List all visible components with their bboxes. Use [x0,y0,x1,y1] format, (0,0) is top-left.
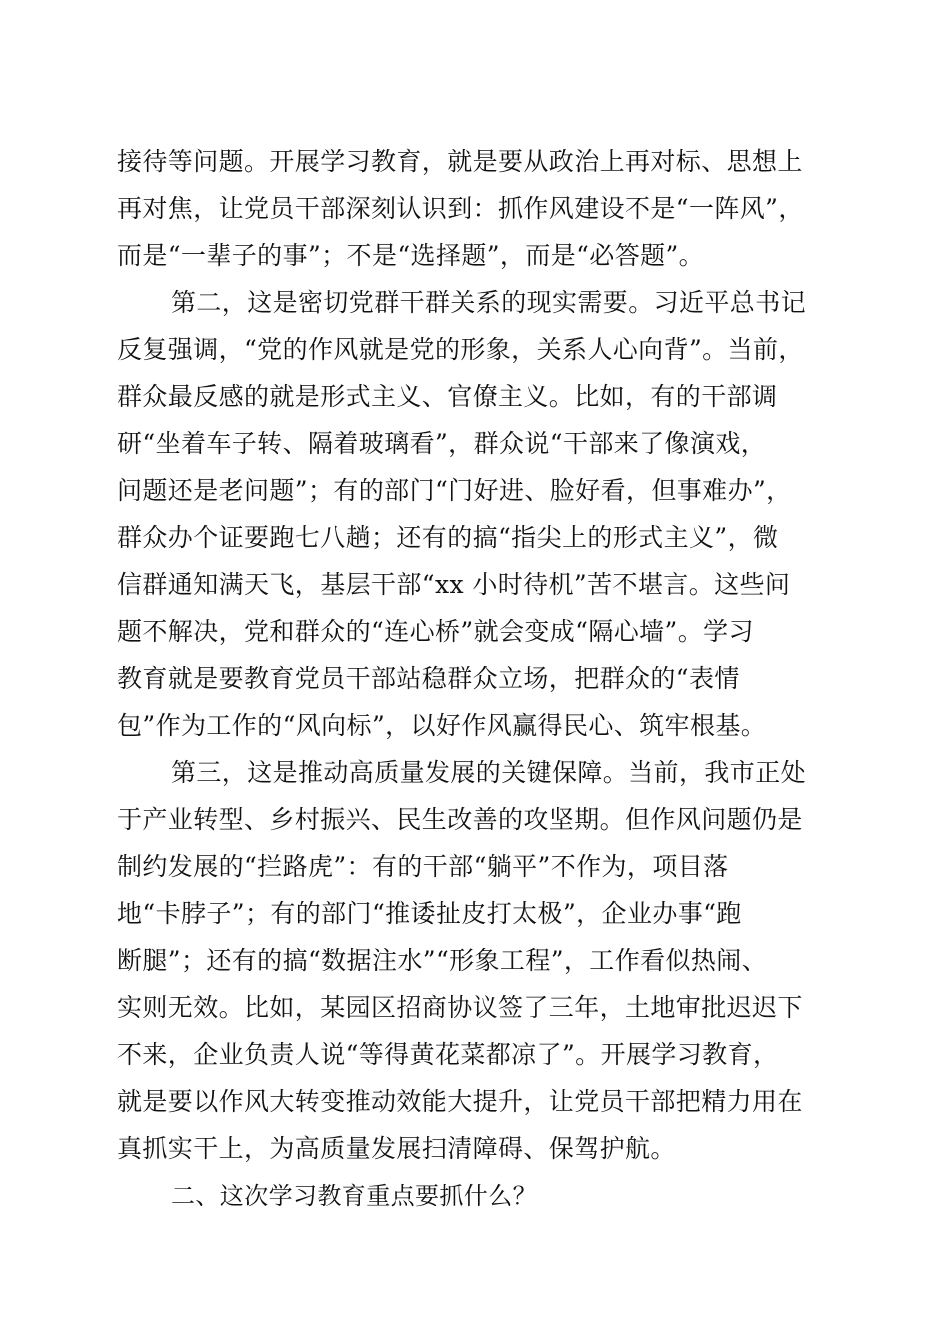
text-line: 接待等问题。开展学习教育，就是要从政治上再对标、思想上 [117,147,803,176]
text-line: 反复强调，“党的作风就是党的形象，关系人心向背”。当前， [117,335,804,364]
paragraph-3-first-line: 第三，这是推动高质量发展的关键保障。当前，我市正处 [171,758,807,787]
text-line: 地“卡脖子”；有的部门“推诿扯皮打太极”，企业办事“跑 [117,899,742,928]
text-line: 群众最反感的就是形式主义、官僚主义。比如，有的干部调 [117,382,778,411]
text-line: 题不解决，党和群众的“连心桥”就会变成“隔心墙”。学习 [117,617,754,646]
text-line: 教育就是要教育党员干部站稳群众立场，把群众的“表情 [117,664,740,693]
text-line: 而是“一辈子的事”；不是“选择题”，而是“必答题”。 [117,241,705,270]
text-line: 群众办个证要跑七八趟；还有的搞“指尖上的形式主义”，微 [117,523,779,552]
text-line: 于产业转型、乡村振兴、民生改善的攻坚期。但作风问题仍是 [117,805,803,834]
paragraph-2-first-line: 第二，这是密切党群干群关系的现实需要。习近平总书记 [171,288,807,317]
text-line: 研“坐着车子转、隔着玻璃看”，群众说“干部来了像演戏， [117,429,767,458]
text-line: 制约发展的“拦路虎”：有的干部“躺平”不作为，项目落 [117,852,729,881]
text-line: 包”作为工作的“风向标”，以好作风赢得民心、筑牢根基。 [117,711,767,740]
text-line: 再对焦，让党员干部深刻认识到：抓作风建设不是“一阵风”， [117,194,804,223]
text-line: 实则无效。比如，某园区招商协议签了三年，土地审批迟迟下 [117,993,803,1022]
text-line: 断腿”；还有的搞“数据注水”“形象工程”，工作看似热闹、 [117,946,768,975]
section-heading: 二、这次学习教育重点要抓什么？ [171,1182,537,1210]
text-line: 真抓实干上，为高质量发展扫清障碍、保驾护航。 [117,1134,676,1163]
text-line: 信群通知满天飞，基层干部“xx 小时待机”苦不堪言。这些问 [117,570,791,599]
text-line: 就是要以作风大转变推动效能大提升，让党员干部把精力用在 [117,1087,803,1116]
text-line: 问题还是老问题”；有的部门“门好进、脸好看，但事难办”， [117,476,792,505]
text-line: 不来，企业负责人说“等得黄花菜都凉了”。开展学习教育， [117,1040,779,1069]
